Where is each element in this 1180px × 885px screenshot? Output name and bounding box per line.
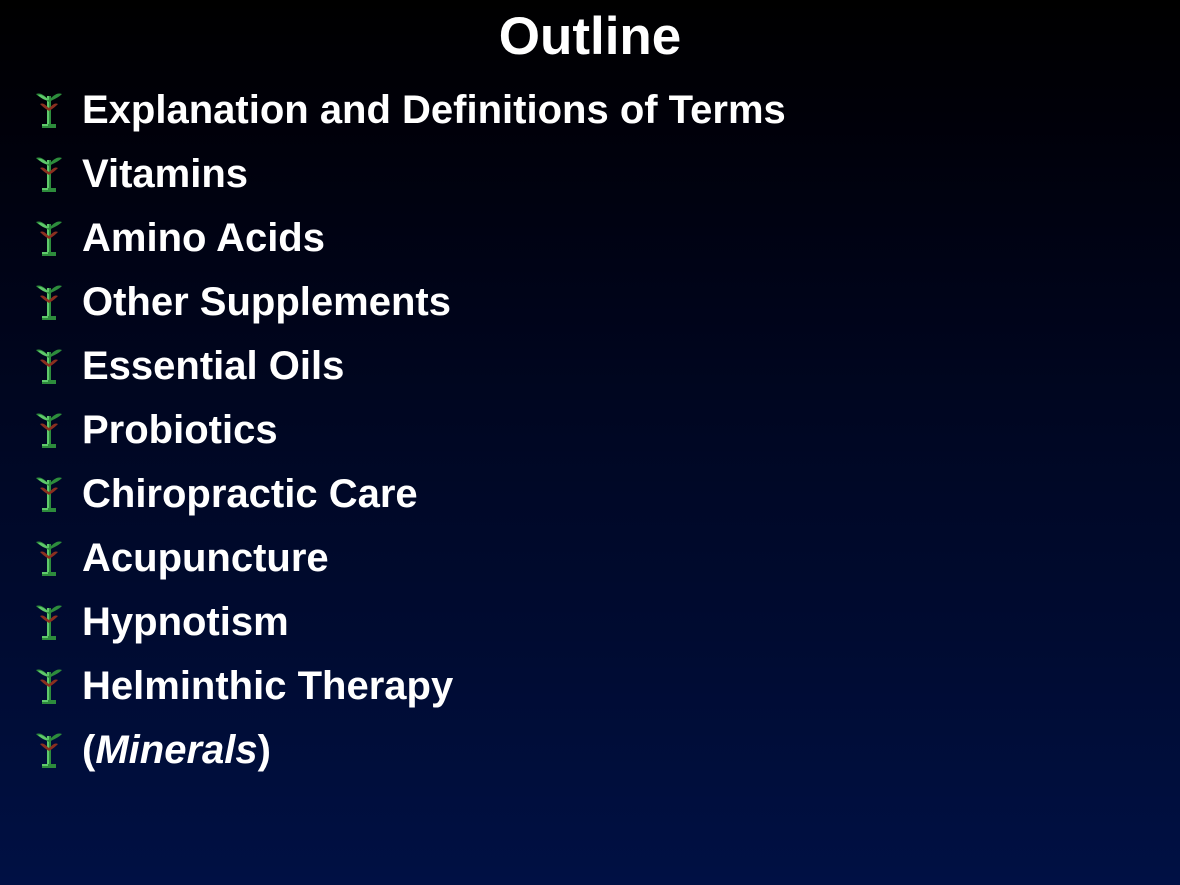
- list-item-label: Chiropractic Care: [82, 472, 418, 516]
- list-item-label: Essential Oils: [82, 344, 345, 388]
- list-item-label: Explanation and Definitions of Terms: [82, 88, 786, 132]
- list-item-label: Amino Acids: [82, 216, 325, 260]
- list-item: [28, 334, 1148, 398]
- list-item: [28, 270, 1148, 334]
- caduceus-bullet-icon: [28, 216, 70, 260]
- list-item-label: Acupuncture: [82, 536, 329, 580]
- outline-bullet-list: [28, 78, 1148, 782]
- list-item: [28, 718, 1148, 782]
- list-item-label: Probiotics: [82, 408, 278, 452]
- list-item: [28, 526, 1148, 590]
- caduceus-bullet-icon: [28, 408, 70, 452]
- list-item-label: Helminthic Therapy: [82, 664, 454, 708]
- caduceus-bullet-icon: [28, 344, 70, 388]
- list-item-label: Hypnotism: [82, 600, 289, 644]
- list-item-label: Other Supplements: [82, 280, 451, 324]
- list-item: [28, 206, 1148, 270]
- list-item-emphasis: Minerals: [95, 728, 258, 772]
- paren-close: ): [257, 728, 271, 772]
- caduceus-bullet-icon: [28, 664, 70, 708]
- caduceus-bullet-icon: [28, 152, 70, 196]
- list-item-label: Vitamins: [82, 152, 248, 196]
- list-item: [28, 78, 1148, 142]
- paren-open: (: [82, 728, 96, 772]
- list-item: [28, 398, 1148, 462]
- caduceus-bullet-icon: [28, 728, 70, 772]
- list-item: [28, 142, 1148, 206]
- caduceus-bullet-icon: [28, 600, 70, 644]
- caduceus-bullet-icon: [28, 536, 70, 580]
- caduceus-bullet-icon: [28, 280, 70, 324]
- list-item: [28, 654, 1148, 718]
- list-item-label: [82, 728, 271, 772]
- caduceus-bullet-icon: [28, 472, 70, 516]
- list-item: [28, 590, 1148, 654]
- page-title: Outline: [498, 7, 682, 66]
- caduceus-bullet-icon: [28, 88, 70, 132]
- list-item: [28, 462, 1148, 526]
